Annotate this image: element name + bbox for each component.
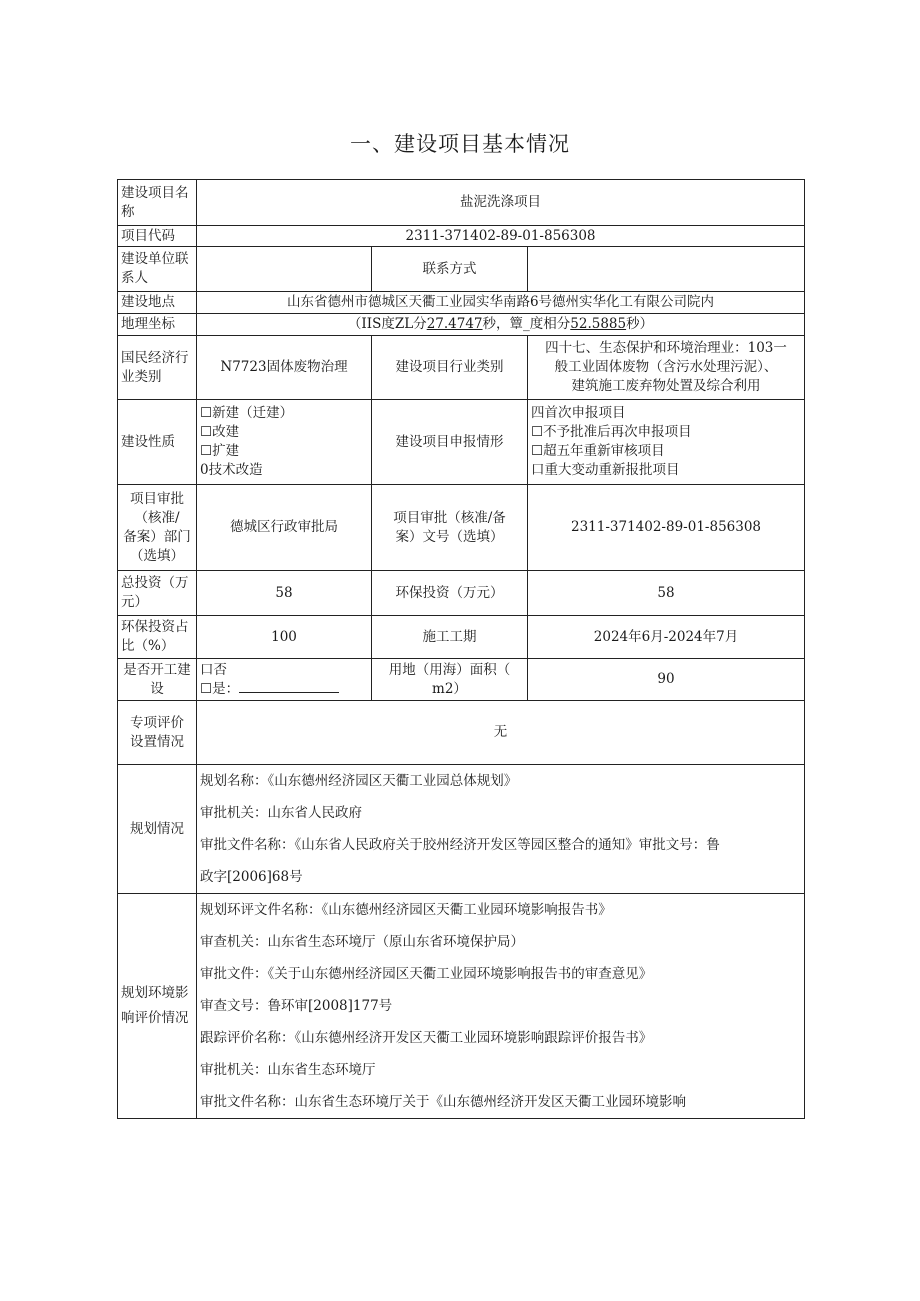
approval-label-line: 备案）部门 [123, 528, 191, 545]
label-contact-method: 联系方式 [372, 247, 528, 292]
value-planning-eia [197, 894, 805, 1119]
eia-label-line: 规划环境影 [121, 984, 189, 1001]
row-started [118, 659, 805, 701]
row-planning [118, 765, 805, 894]
coord-middle: 秒，簟_度相分 [482, 316, 571, 332]
special-label-line: 专项评价 [130, 714, 184, 731]
industry-line: 建筑施工废弃物处置及综合利用 [571, 378, 761, 394]
label-contact-person: 建设单位联系人 [118, 247, 197, 292]
planning-line: 规划名称：《山东德州经济园区天衢工业园总体规划》 [200, 773, 518, 789]
label-approval-number [372, 485, 528, 571]
project-info-table [117, 179, 805, 1119]
row-project-code [118, 226, 805, 247]
checkbox-expand[interactable]: ☐扩建 [200, 443, 240, 459]
label-industry-category: 国民经济行业类别 [118, 336, 197, 400]
label-special-evaluation [118, 701, 197, 765]
approval-label-line: 项目审批 [130, 490, 184, 507]
label-project-code: 项目代码 [118, 226, 197, 247]
coord-longitude-seconds: 27.4747 [426, 316, 483, 332]
label-land-area [372, 659, 528, 701]
options-construction-nature [197, 400, 372, 485]
eia-line: 审查机关：山东省生态环境厅（原山东省环境保护局） [200, 934, 524, 950]
value-project-industry [528, 336, 805, 400]
eia-line: 审批机关：山东省生态环境厅 [200, 1062, 376, 1078]
checkbox-major-change[interactable]: 口重大变动重新报批项目 [531, 462, 680, 478]
checkbox-new[interactable]: ☐新建（迁建） [200, 405, 294, 421]
special-label-line: 设置情况 [130, 733, 184, 750]
eia-line: 规划环评文件名称：《山东德州经济园区天衢工业园环境影响报告书》 [200, 902, 612, 918]
label-coordinates: 地理坐标 [118, 314, 197, 336]
eia-line: 跟踪评价名称：《山东德州经济开发区天衢工业园环境影响跟踪评价报告书》 [200, 1030, 653, 1046]
value-env-investment: 58 [528, 571, 805, 616]
approval-label-line: （核准/ [134, 509, 180, 526]
checkbox-not-started[interactable]: 口否 [200, 661, 227, 678]
value-construction-period: 2024年6月-2024年7月 [528, 616, 805, 659]
label-total-investment: 总投资（万元） [118, 571, 197, 616]
industry-line: 般工业固体废物（含污水处理污泥）、 [554, 359, 778, 375]
eia-line: 审查文号：鲁环审[2008]177号 [200, 998, 393, 1014]
row-contact [118, 247, 805, 292]
value-contact-method [528, 247, 805, 292]
started-label-line: 设 [150, 680, 164, 697]
label-env-ratio: 环保投资占比（%） [118, 616, 197, 659]
options-started [197, 659, 372, 701]
checkbox-rebuild[interactable]: ☐改建 [200, 424, 240, 440]
value-approval-number: 2311-371402-89-01-856308 [528, 485, 805, 571]
value-industry-category: N7723固体废物治理 [197, 336, 372, 400]
label-approval-dept [118, 485, 197, 571]
approval-label-line: （选填） [130, 547, 184, 564]
label-construction-period: 施工工期 [372, 616, 528, 659]
coord-prefix: （IIS度ZL分 [347, 316, 427, 332]
options-declaration-type [528, 400, 805, 485]
value-coordinates [197, 314, 805, 336]
row-coordinates [118, 314, 805, 336]
coord-suffix: 秒） [626, 316, 654, 332]
row-approval [118, 485, 805, 571]
value-land-area: 90 [528, 659, 805, 701]
checkbox-started[interactable] [200, 680, 368, 699]
planning-line: 政字[2006]68号 [200, 869, 303, 885]
industry-line: 四十七、生态保护和环境治理业：103一 [545, 340, 787, 356]
value-total-investment: 58 [197, 571, 372, 616]
row-ratio [118, 616, 805, 659]
value-contact-person [197, 247, 372, 292]
started-label-line: 是否开工建 [123, 661, 191, 678]
label-declaration-type: 建设项目申报情形 [372, 400, 528, 485]
approval-number-label-line: 项目审批（核准/备 [393, 509, 506, 526]
row-project-name [118, 180, 805, 226]
row-investment [118, 571, 805, 616]
label-planning: 规划情况 [118, 765, 197, 894]
checkbox-tech-upgrade[interactable]: 0技术改造 [200, 462, 263, 478]
checkbox-five-year-review[interactable]: ☐超五年重新审核项目 [531, 443, 665, 459]
value-env-ratio: 100 [197, 616, 372, 659]
row-planning-eia [118, 894, 805, 1119]
checkbox-first-declaration[interactable]: 四首次申报项目 [531, 405, 626, 421]
value-project-name: 盐泥洗涤项目 [197, 180, 805, 226]
value-project-code: 2311-371402-89-01-856308 [197, 226, 805, 247]
eia-line: 审批文件名称：山东省生态环境厅关于《山东德州经济开发区天衢工业园环境影响 [200, 1094, 686, 1110]
value-approval-dept: 德城区行政审批局 [197, 485, 372, 571]
value-planning [197, 765, 805, 894]
label-project-industry: 建设项目行业类别 [372, 336, 528, 400]
row-location [118, 292, 805, 314]
started-yes-blank[interactable] [239, 680, 339, 693]
label-project-name: 建设项目名称 [118, 180, 197, 226]
eia-line: 审批文件：《关于山东德州经济园区天衢工业园环境影响报告书的审查意见》 [200, 966, 653, 982]
page-title: 一、建设项目基本情况 [350, 132, 570, 156]
planning-line: 审批机关：山东省人民政府 [200, 805, 362, 821]
label-env-investment: 环保投资（万元） [372, 571, 528, 616]
started-yes-label: ☐是： [200, 680, 240, 697]
eia-label-line: 响评价情况 [121, 1010, 189, 1026]
value-location: 山东省德州市德城区天衢工业园实华南路6号德州实华化工有限公司院内 [197, 292, 805, 314]
label-construction-nature: 建设性质 [118, 400, 197, 485]
row-special-evaluation [118, 701, 805, 765]
coord-latitude-seconds: 52.5885 [570, 316, 627, 332]
label-planning-eia [118, 894, 197, 1119]
planning-line: 审批文件名称：《山东省人民政府关于胶州经济开发区等园区整合的通知》审批文号：鲁 [200, 837, 720, 853]
value-special-evaluation: 无 [197, 701, 805, 765]
row-industry [118, 336, 805, 400]
label-location: 建设地点 [118, 292, 197, 314]
approval-number-label-line: 案）文号（选填） [395, 528, 504, 545]
row-construction-nature [118, 400, 805, 485]
label-started [118, 659, 197, 701]
checkbox-redeclare[interactable]: ☐不予批准后再次申报项目 [531, 424, 692, 440]
land-area-label-line: 用地（用海）面积（ [388, 661, 511, 678]
land-area-label-line: m2） [432, 680, 467, 697]
